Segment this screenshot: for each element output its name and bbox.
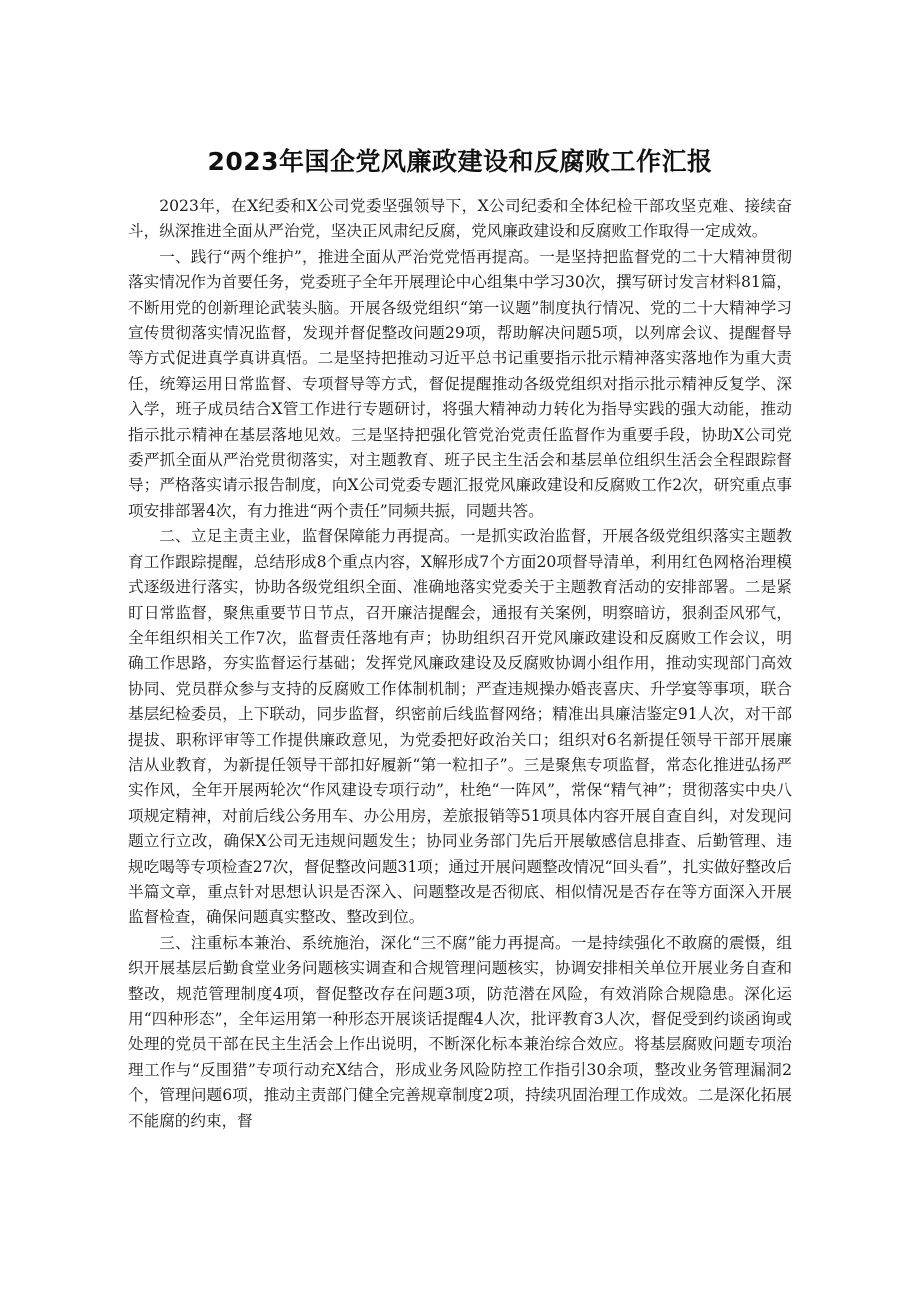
paragraph-section-2: 二、立足主责主业，监督保障能力再提高。一是抓实政治监督，开展各级党组织落实主题教育工作跟踪提醒，总结形成8个重点内容，X解形成7个方面20项督导清单，利用红色网格治理模式逐级进行落实，协助各级党组织全面、准确地落实党委关于主题教育活动的安排部署。二是紧盯日常监督，聚焦重要节日节点，召开廉洁提醒会，通报有关案例，明察暗访，狠刹歪风邪气，全年组织相关工作7次，监督责任落地有声；协助组织召开党风廉政建设和反腐败工作会议，明确工作思路，夯实监督运行基础；发挥党风廉政建设及反腐败协调小组作用，推动实现部门高效协同、党员群众参与支持的反腐败工作体制机制；严查违规操办婚丧喜庆、升学宴等事项，联合基层纪检委员，上下联动，同步监督，织密前后线监督网络；精准出具廉洁鉴定91人次，对干部提拔、职称评审等工作提供廉政意见，为党委把好政治关口；组织对6名新提任领导干部开展廉洁从业教育，为新提任领导干部扣好履新“第一粒扣子”。三是聚焦专项监督，常态化推进弘扬严实作风，全年开展两轮次“作风建设专项行动”，杜绝“一阵风”，常保“精气神”；贯彻落实中央八项规定精神，对前后线公务用车、办公用房，差旅报销等51项具体内容开展自查自纠，对发现问题立行立改，确保X公司无违规问题发生；协同业务部门先后开展敏感信息排查、后勤管理、违规吃喝等专项检查27次，督促整改问题31项；通过开展问题整改情况“回头看”，扎实做好整改后半篇文章，重点针对思想认识是否深入、问题整改是否彻底、相似情况是否存在等方面深入开展监督检查，确保问题真实整改、整改到位。 (128, 527, 792, 927)
document-title: 2023年国企党风廉政建设和反腐败工作汇报 (207, 147, 713, 176)
paragraph-section-3: 三、注重标本兼治、系统施治，深化“三不腐”能力再提高。一是持续强化不敢腐的震慑，组织开展基层后勤食堂业务问题核实调查和合规管理问题核实，协调安排相关单位开展业务自查和整改，规范管理制度4项，督促整改存在问题3项，防范潜在风险，有效消除合规隐患。深化运用“四种形态”，全年运用第一种形态开展谈话提醒4人次，批评教育3人次，督促受到约谈函询或处理的党员干部在民主生活会上作出说明，不断深化标本兼治综合效应。将基层腐败问题专项治理工作与“反围猎”专项行动充X结合，形成业务风险防控工作指引30余项，整改业务管理漏洞2个，管理问题6项，推动主责部门健全完善规章制度2项，持续巩固治理工作成效。二是深化拓展不能腐的约束，督 (128, 933, 792, 1130)
document-page (128, 0, 792, 1301)
document-body (128, 194, 792, 1134)
paragraph-intro: 2023年，在X纪委和X公司党委坚强领导下，X公司纪委和全体纪检干部攻坚克难、接续奋斗，纵深推进全面从严治党，坚决正风肃纪反腐，党风廉政建设和反腐败工作取得一定成效。 (128, 197, 792, 241)
paragraph-section-1: 一、践行“两个维护”，推进全面从严治党党悟再提高。一是坚持把监督党的二十大精神贯彻落实情况作为首要任务，党委班子全年开展理论中心组集中学习30次，撰写研讨发言材料81篇，不断用党的创新理论武装头脑。开展各级党组织“第一议题”制度执行情况、党的二十大精神学习宣传贯彻落实情况监督，发现并督促整改问题29项，帮助解决问题5项，以列席会议、提醒督导等方式促进真学真讲真悟。二是坚持把推动习近平总书记重要指示批示精神落实落地作为重大责任，统筹运用日常监督、专项督导等方式，督促提醒推动各级党组织对指示批示精神反复学、深入学，班子成员结合X管工作进行专题研讨，将强大精神动力转化为指导实践的强大动能，推动指示批示精神在基层落地见效。三是坚持把强化管党治党责任监督作为重要手段，协助X公司党委严抓全面从严治党贯彻落实，对主题教育、班子民主生活会和基层单位组织生活会全程跟踪督导；严格落实请示报告制度，向X公司党委专题汇报党风廉政建设和反腐败工作2次，研究重点事项安排部署4次，有力推进“两个责任”同频共振，同题共答。 (128, 247, 792, 520)
